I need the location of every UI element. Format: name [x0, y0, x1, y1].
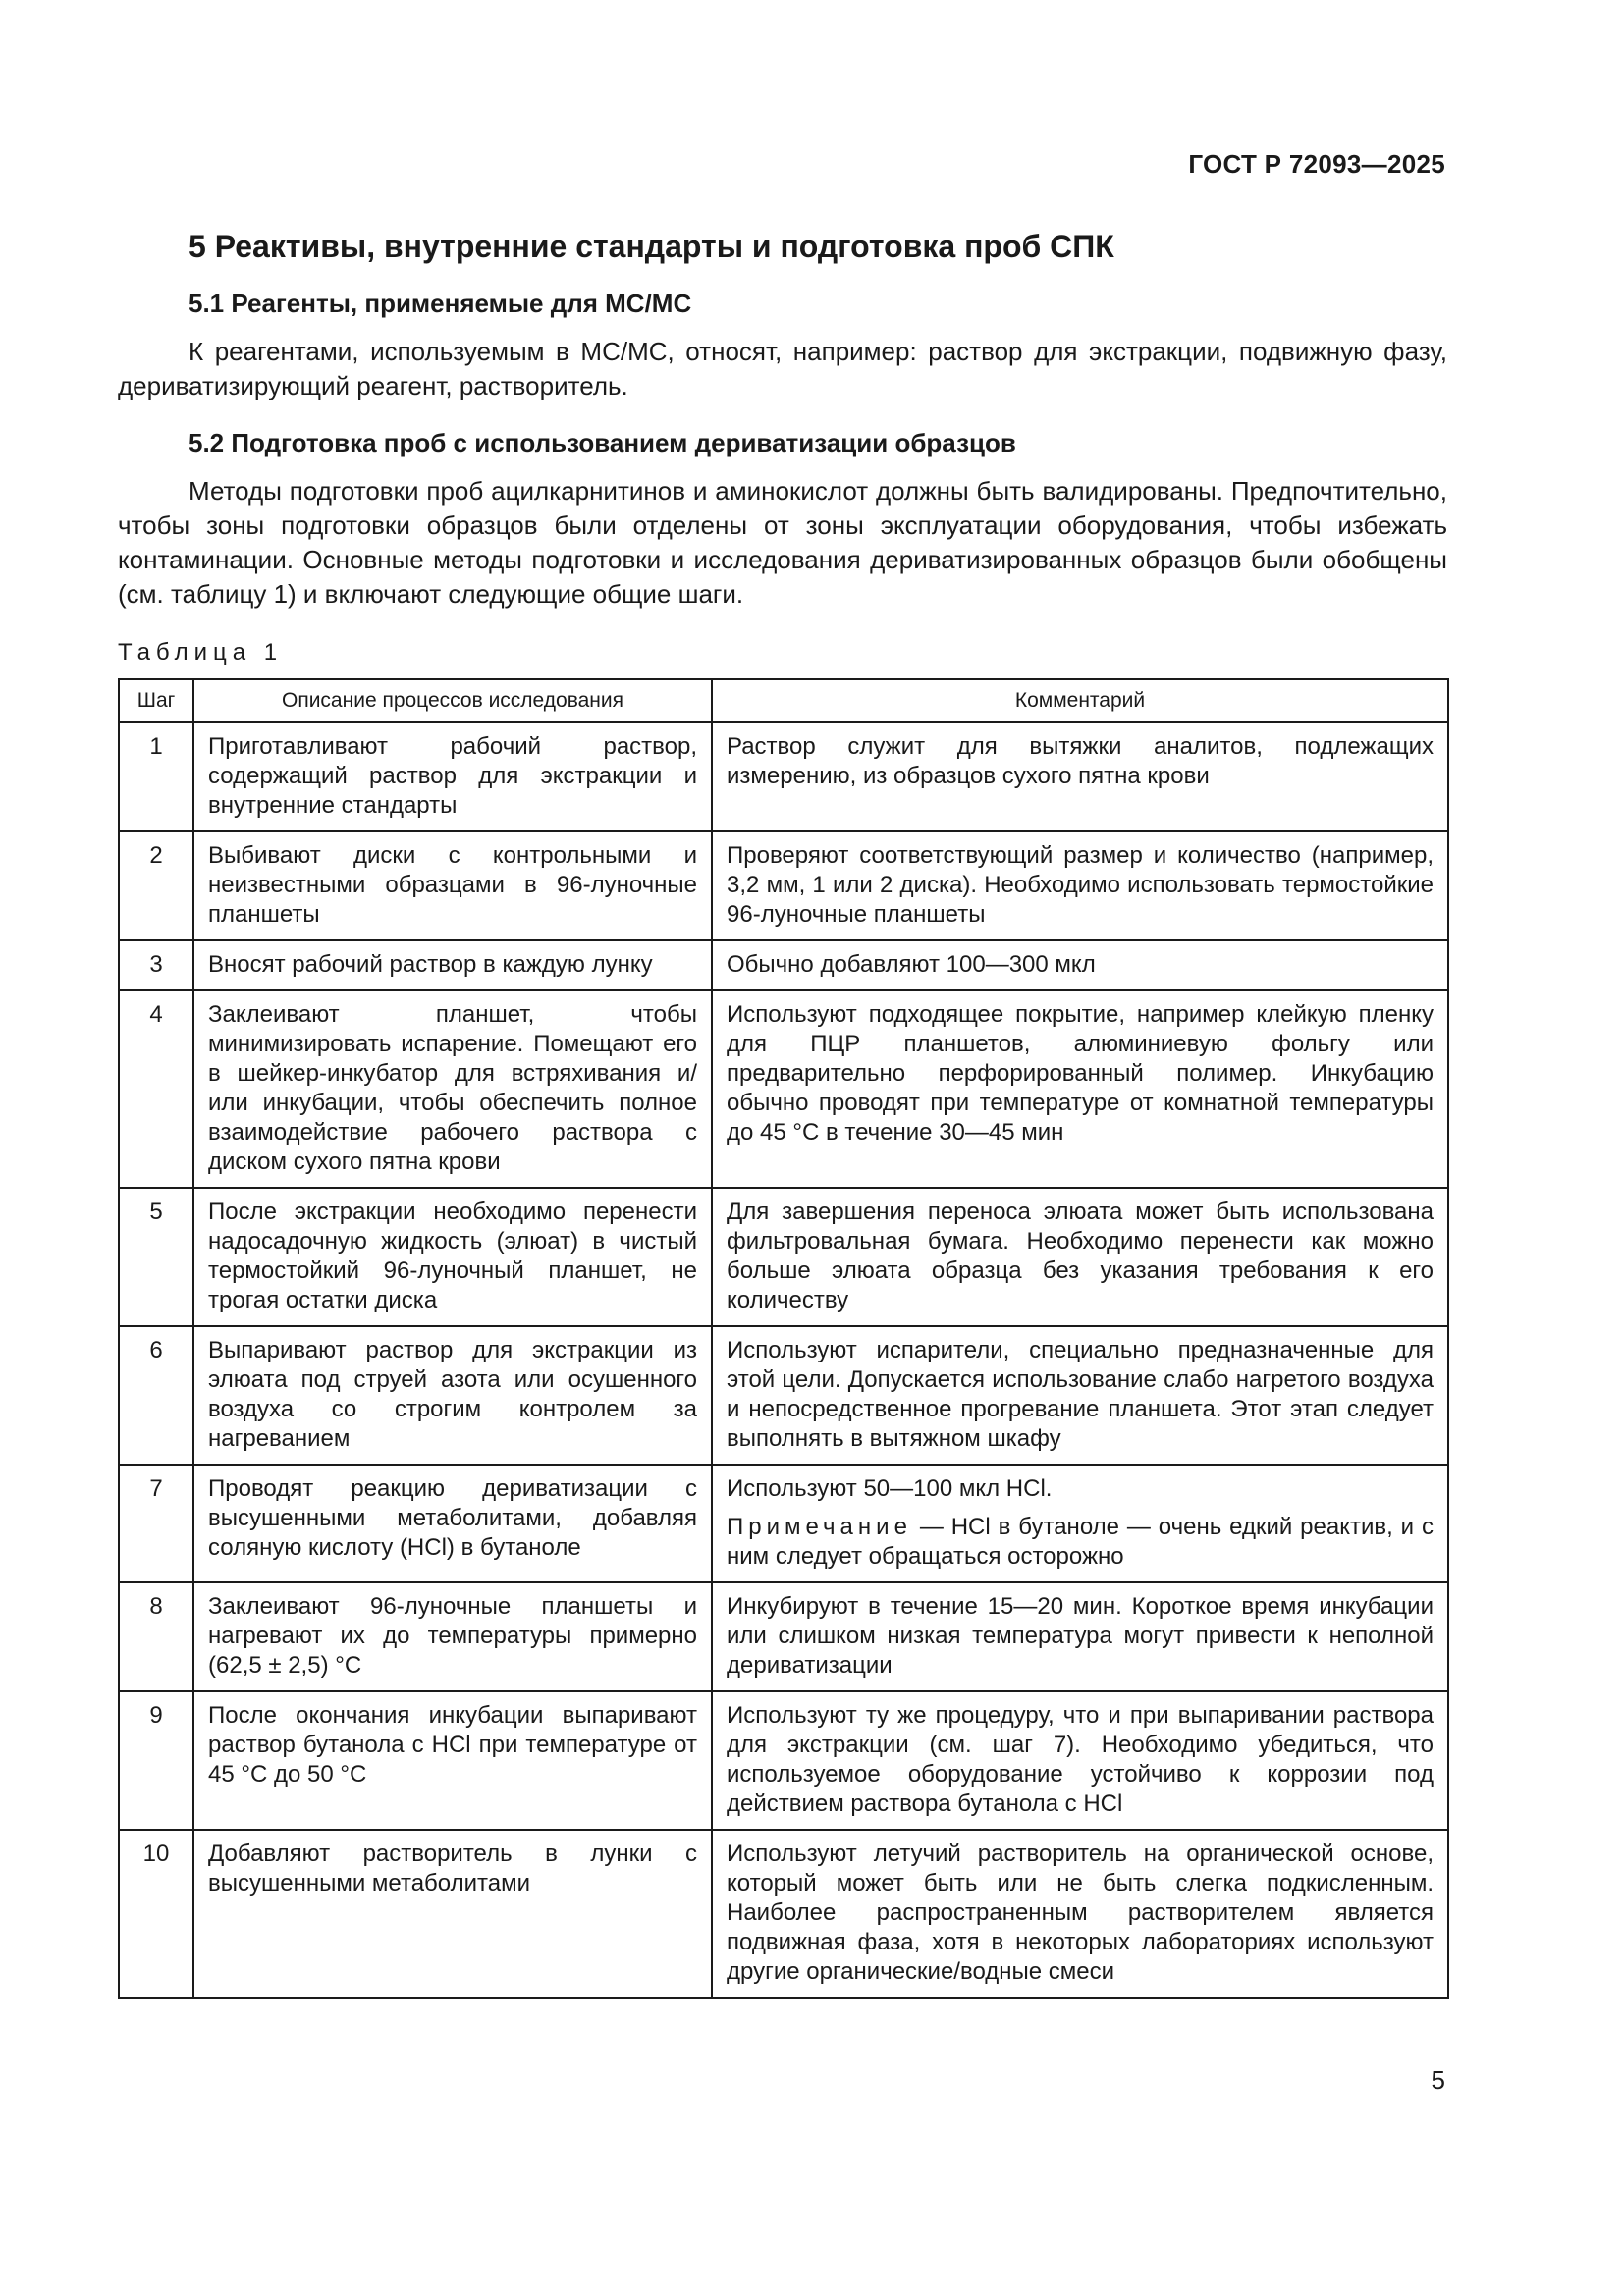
step-comment: Используют летучий растворитель на органической основе, который может быть или не быть слегка подкисленным. Наиболее распространенным растворителем является подвижная фаза, хотя в некоторых лабораториях используют другие органические/водные смеси	[712, 1830, 1448, 1998]
step-comment: Используют подходящее покрытие, например клейкую пленку для ПЦР планшетов, алюминиевую фольгу или предварительно перфорированный полимер. Инкубацию обычно проводят при температуре от комнатной температуры до 45 °C в течение 30—45 мин	[712, 990, 1448, 1188]
table-header-row	[119, 679, 1448, 722]
document-code: ГОСТ Р 72093—2025	[1188, 149, 1445, 179]
step-comment: Используют испарители, специально предназначенные для этой цели. Допускается использование слабо нагретого воздуха и непосредственное прогревание планшета. Этот этап следует выполнять в вытяжном шкафу	[712, 1326, 1448, 1465]
step-number: 7	[119, 1465, 193, 1582]
step-comment: Используют 50—100 мкл HCl.	[727, 1475, 1053, 1502]
table-row	[119, 1326, 1448, 1465]
step-number: 6	[119, 1326, 193, 1465]
step-note	[727, 1513, 1434, 1572]
step-description: Выпаривают раствор для экстракции из элюата под струей азота или осушенного воздуха со строгим контролем за нагреванием	[193, 1326, 712, 1465]
step-description: Выбивают диски с контрольными и неизвестными образцами в 96-луночные планшеты	[193, 831, 712, 940]
step-number: 3	[119, 940, 193, 990]
step-description: Добавляют растворитель в лунки с высушенными метаболитами	[193, 1830, 712, 1998]
header-description: Описание процессов исследования	[193, 679, 712, 722]
step-description: После окончания инкубации выпаривают раствор бутанола с HCl при температуре от 45 °C до 50 °C	[193, 1691, 712, 1830]
step-comment-with-note	[712, 1465, 1448, 1582]
step-description: Заклеивают планшет, чтобы минимизировать испарение. Помещают его в шейкер-инкубатор для встряхивания и/или инкубации, чтобы обеспечить полное взаимодействие рабочего раствора с диском сухого пятна крови	[193, 990, 712, 1188]
step-number: 5	[119, 1188, 193, 1326]
table-row	[119, 940, 1448, 990]
step-number: 2	[119, 831, 193, 940]
step-comment: Обычно добавляют 100—300 мкл	[712, 940, 1448, 990]
step-number: 4	[119, 990, 193, 1188]
procedure-table	[118, 678, 1449, 1999]
step-comment: Инкубируют в течение 15—20 мин. Короткое время инкубации или слишком низкая температура могут привести к неполной дериватизации	[712, 1582, 1448, 1691]
table-row	[119, 1465, 1448, 1582]
step-number: 1	[119, 722, 193, 831]
table-row	[119, 1582, 1448, 1691]
step-comment: Для завершения переноса элюата может быть использована фильтровальная бумага. Необходимо перенести как можно больше элюата образца без указания требования к его количеству	[712, 1188, 1448, 1326]
page-number: 5	[1431, 2065, 1445, 2095]
subsection-5-2-title: 5.2 Подготовка проб с использованием дериватизации образцов	[189, 428, 1016, 457]
step-comment: Используют ту же процедуру, что и при выпаривании раствора для экстракции (см. шаг 7). Необходимо убедиться, что используемое оборудование устойчиво к коррозии под действием раствора бутанола с HCl	[712, 1691, 1448, 1830]
header-comment: Комментарий	[712, 679, 1448, 722]
note-label: Примечание	[727, 1514, 912, 1540]
step-description: Вносят рабочий раствор в каждую лунку	[193, 940, 712, 990]
table-caption: Таблица 1	[118, 639, 284, 666]
table-row	[119, 831, 1448, 940]
step-description: Приготавливают рабочий раствор, содержащий раствор для экстракции и внутренние стандарты	[193, 722, 712, 831]
table-row	[119, 1188, 1448, 1326]
section-title: 5 Реактивы, внутренние стандарты и подготовка проб СПК	[189, 229, 1114, 264]
step-number: 8	[119, 1582, 193, 1691]
subsection-5-2-text: Методы подготовки проб ацилкарнитинов и аминокислот должны быть валидированы. Предпочтительно, чтобы зоны подготовки образцов были отделены от зоны эксплуатации оборудования, чтобы избежать контаминации. Основные методы подготовки и исследования дериватизированных образцов были обобщены (см. таблицу 1) и включают следующие общие шаги.	[118, 476, 1447, 609]
note-text: — HCl в бутаноле — очень едкий реактив, и с ним следует обращаться осторожно	[727, 1514, 1434, 1570]
step-description: Заклеивают 96-луночные планшеты и нагревают их до температуры примерно (62,5 ± 2,5) °C	[193, 1582, 712, 1691]
header-step: Шаг	[119, 679, 193, 722]
table-row	[119, 1830, 1448, 1998]
step-description: Проводят реакцию дериватизации с высушенными метаболитами, добавляя соляную кислоту (HCl) в бутаноле	[193, 1465, 712, 1582]
table-row	[119, 722, 1448, 831]
step-number: 10	[119, 1830, 193, 1998]
subsection-5-1-title: 5.1 Реагенты, применяемые для МС/МС	[189, 289, 692, 318]
step-number: 9	[119, 1691, 193, 1830]
step-comment: Раствор служит для вытяжки аналитов, подлежащих измерению, из образцов сухого пятна крови	[712, 722, 1448, 831]
table-row	[119, 990, 1448, 1188]
table-row	[119, 1691, 1448, 1830]
step-comment: Проверяют соответствующий размер и количество (например, 3,2 мм, 1 или 2 диска). Необходимо использовать термостойкие 96-луночные планшеты	[712, 831, 1448, 940]
page-content	[118, 223, 1447, 1999]
subsection-5-1-text: К реагентами, используемым в МС/МС, относят, например: раствор для экстракции, подвижную фазу, дериватизирующий реагент, растворитель.	[118, 337, 1447, 400]
step-description: После экстракции необходимо перенести надосадочную жидкость (элюат) в чистый термостойкий 96-луночный планшет, не трогая остатки диска	[193, 1188, 712, 1326]
